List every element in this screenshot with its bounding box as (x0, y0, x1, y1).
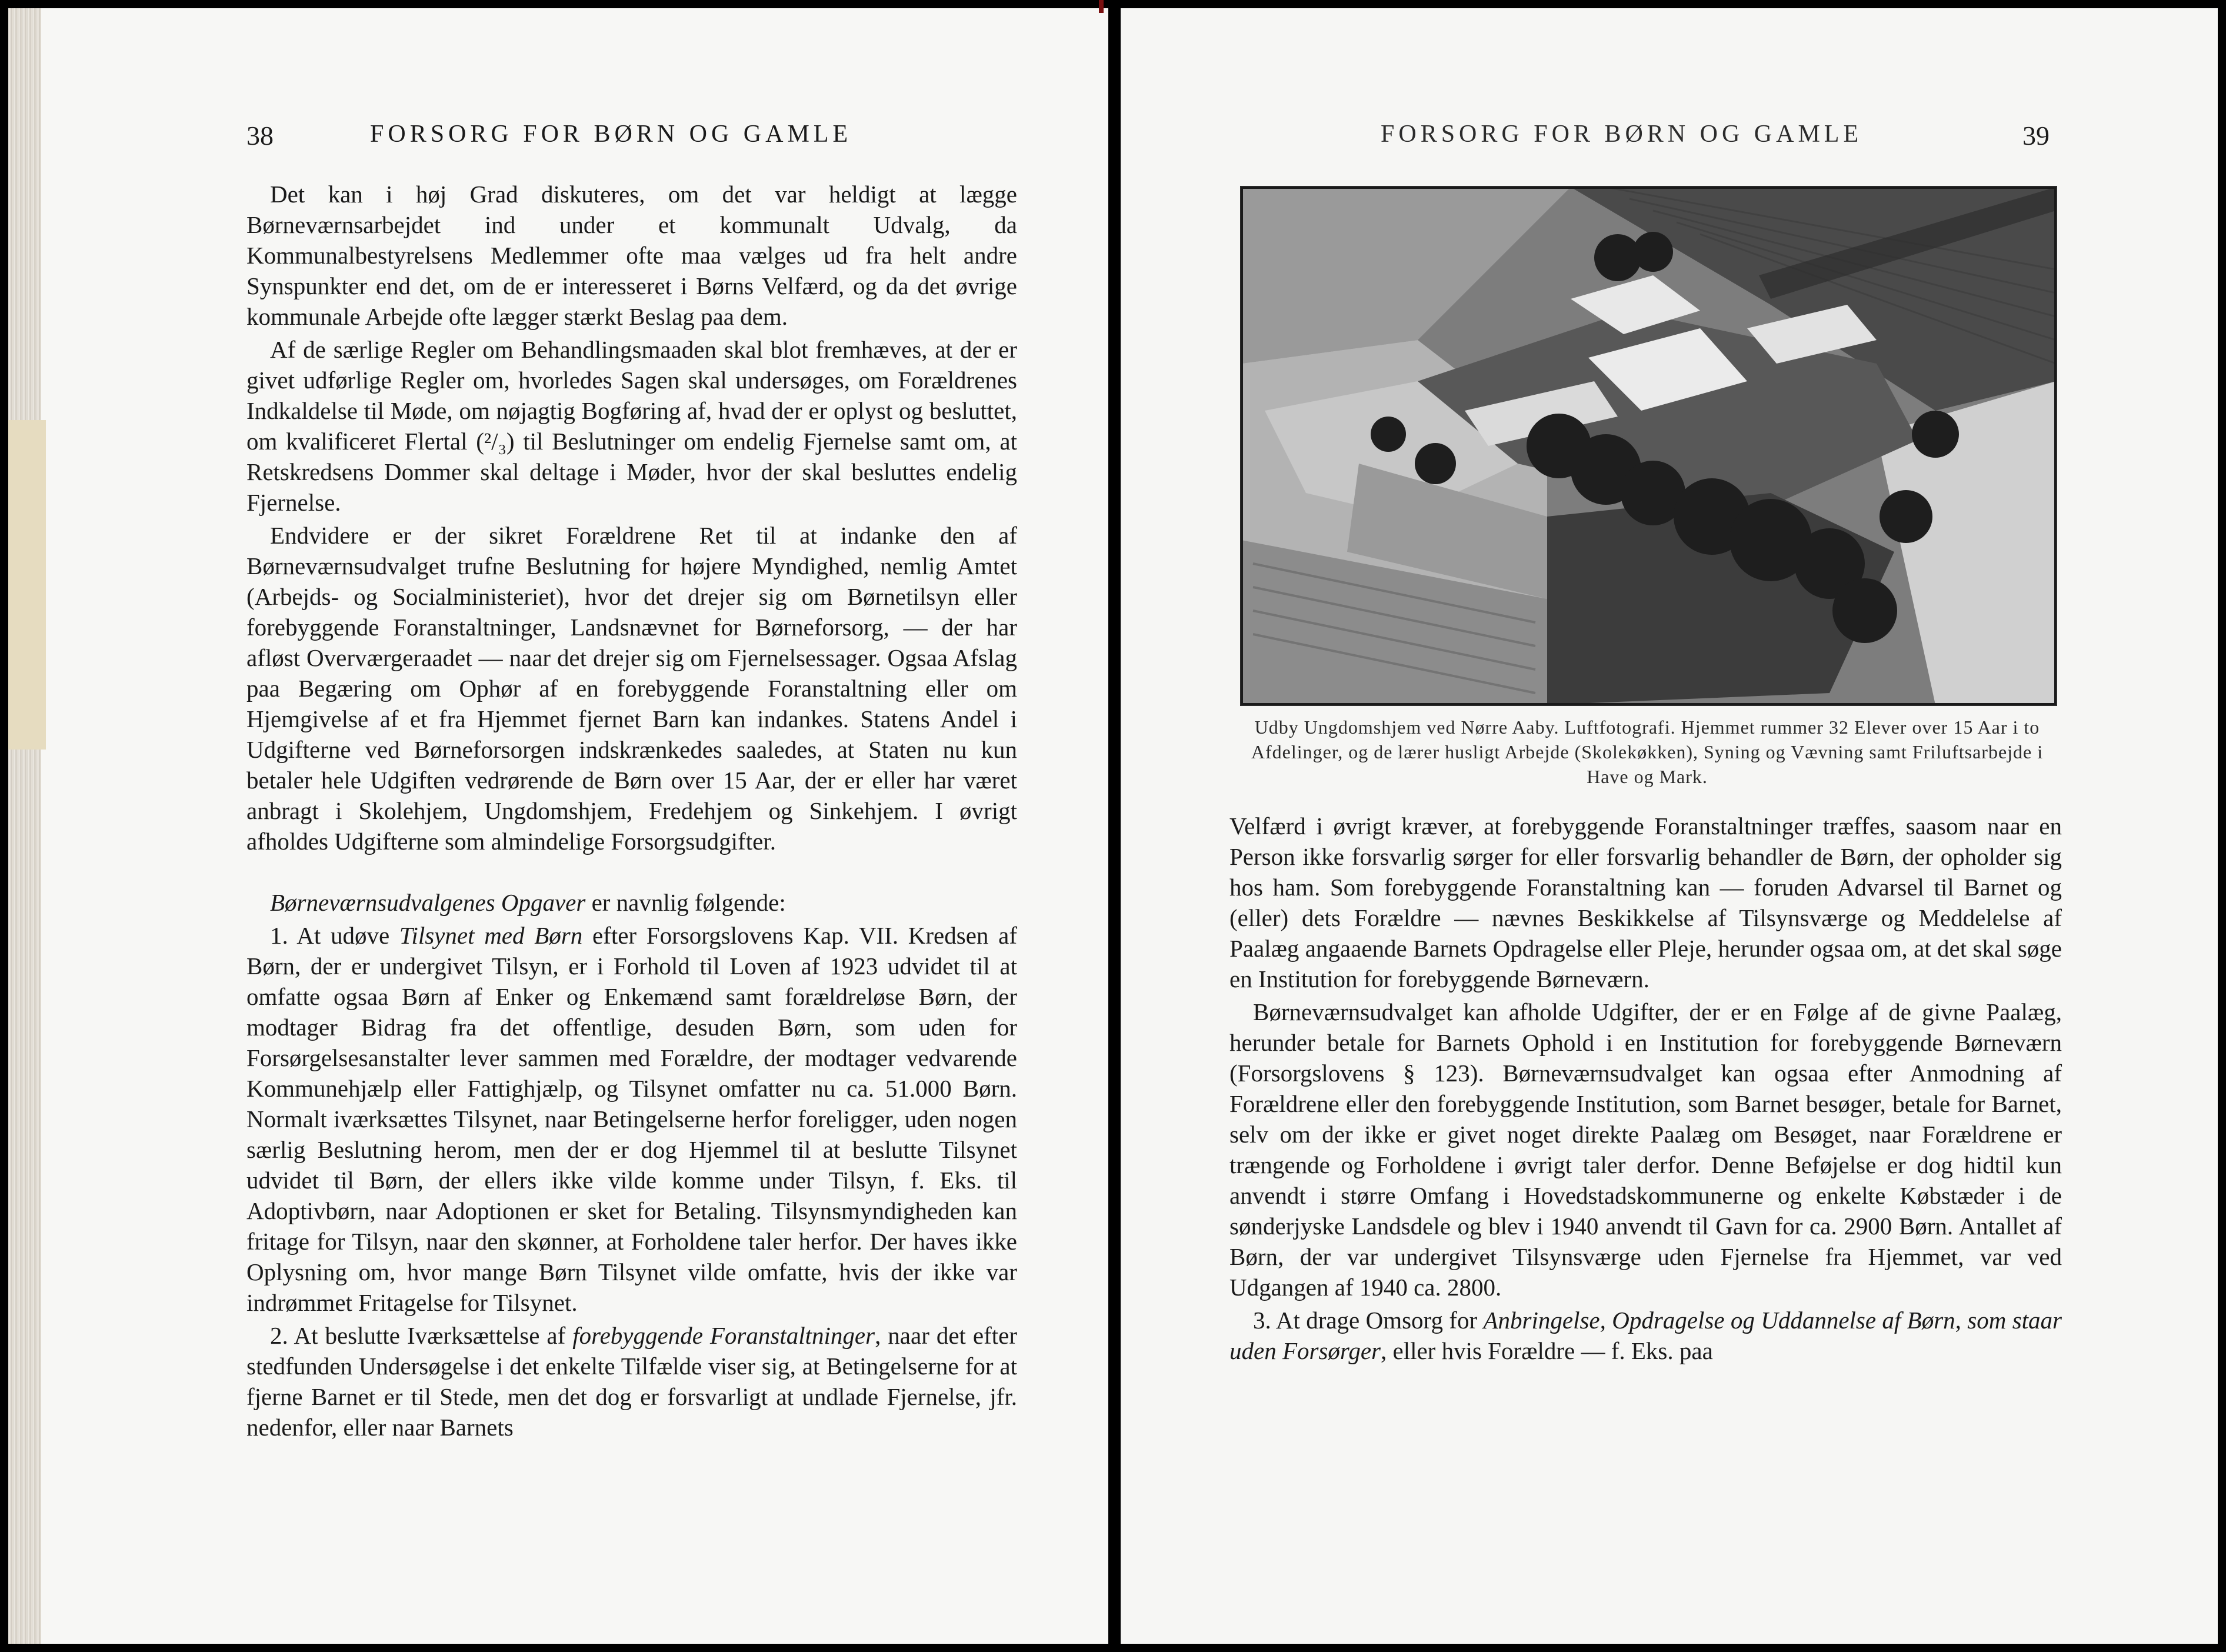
list-item-2 (246, 1320, 1017, 1443)
list-item-text: efter Forsorgslovens Kap. VII. Kredsen af Børn, der er undergivet Tilsyn, er i Forhold til Loven af 1923 udvidet til at omfatte ogsaa Børn af Enker og Enkemænd samt forældreløse Børn, der modtager Bidrag fra det offentlige, desuden Børn, som uden for Forsørgelsesanstalter lever sammen med Forældre, der modtager vedvarende Kommunehjælp eller Fattighjælp, og Tilsynet omfatter nu ca. 51.000 Børn. Normalt iværksættes Tilsynet, naar Betingelserne herfor foreligger, uden nogen særlig Beslutning herom, men der er dog Hjemmel til at beslutte Tilsynet udvidet til Børn, der ellers ikke vilde komme under Tilsyn, f. Eks. til Adoptivbørn, naar Adoptionen er sket for Betaling. Tilsynsmyndigheden kan fritage for Tilsyn, naar den skønner, at Forholdene taler herfor. Der haves ikke Oplysning om, hvor mange Børn Tilsynet vilde omfatte, hvis der ikke var indrømmet Fritagelse for Tilsynet. (246, 922, 1017, 1316)
paragraph: Af de særlige Regler om Behandlingsmaaden skal blot fremhæves, at der er givet udførlige Regler om, hvorledes Sagen skal undersøges, om Forældrenes Indkaldelse til Møde, om nøjagtig Bogføring af, hvad der er oplyst og besluttet, om kvalificeret Flertal (²/₃) til Beslutninger om endelig Fjernelse samt om, at Retskredsens Dommer skal deltage i Møder, hvor der skal besluttes endelig Fjernelse. (246, 336, 1017, 516)
list-item-text: , naar det efter stedfunden Undersøgelse i det enkelte Tilfælde viser sig, at Betingelserne for at fjerne Barnet er til Stede, men det dog er forsvarligt at undlade Fjernelse, jfr. nedenfor, eller naar Barnets (246, 1322, 1018, 1441)
list-item-prefix: 3. At drage Omsorg for (1253, 1307, 1484, 1334)
page-number-right: 39 (2022, 121, 2050, 151)
spine-mark (1099, 0, 1104, 13)
photo-caption: Udby Ungdomshjem ved Nørre Aaby. Luftfotografi. Hjemmet rummer 32 Elever over 15 Aar i to Afdelinger, og de lærer husligt Arbejde (Skolekøkken), Syning og Vævning samt Friluftsarbejde i Have og Mark. (1251, 717, 2044, 787)
aerial-photo-icon (1241, 187, 2056, 705)
right-body-text (1229, 811, 2062, 1368)
running-head-left: FORSORG FOR BØRN OG GAMLE (370, 121, 852, 148)
paragraph: Endvidere er der sikret Forældrene Ret til at indanke den af Børneværnsudvalget trufne Beslutning for højere Myndighed, nemlig Amtet (Arbejds- og Socialministeriet), hvor det drejer sig om Børnetilsyn eller forebyggende Foranstaltninger, Landsnævnet for Børneforsorg, — der har afløst Overværgeraadet — naar det drejer sig om Fjernelsessager. Ogsaa Afslag paa Begæring om Ophør af en forebyggende Foranstaltning eller om Hjemgivelse af et fra Hjemmet fjernet Barn kan indankes. Statens Andel i Udgifterne ved Børneforsorgen indskrænkedes saaledes, at Staten nu kun betaler hele Udgiften vedrørende de Børn over 15 Aar, der er eller har været anbragt i Skolehjem, Ungdomshjem, Fredehjem og Sinkehjem. I øvrigt afholdes Udgifterne som almindelige Forsorgsudgifter. (246, 522, 1017, 855)
paragraph: Børneværnsudvalget kan afholde Udgifter, der er en Følge af de givne Paalæg, herunder betale for Barnets Ophold i en Institution for forebyggende Børneværn (Forsorgslovens § 123). Børneværnsudvalget kan ogsaa efter Anmodning af Forældrene eller den forebyggende Institution, som Barnet besøger, betale for Barnet, selv om der ikke er givet noget direkte Paalæg om Besøget, naar Forældrene er trængende og Forholdene i øvrigt taler derfor. Denne Beføjelse er dog hidtil kun anvendt i større Omfang i Hovedstadskommunerne og enkelte Købstæder i de sønderjyske Landsdele og blev i 1940 anvendt til Gavn for ca. 2900 Børn. Antallet af Børn, der var undergivet Tilsynsværge uden Fjernelse fra Hjemmet, var ved Udgangen af 1940 ca. 2800. (1229, 998, 2062, 1301)
list-item-prefix: 1. At udøve (270, 922, 399, 949)
list-item-1 (246, 920, 1017, 1318)
paragraph: Det kan i høj Grad diskuteres, om det var heldigt at lægge Børneværnsarbejdet ind under et kommunalt Udvalg, da Kommunalbestyrelsens Medlemmer ofte maa vælges ud fra helt andre Synspunkter end det, om de er interesseret i Børns Velfærd, og da det øvrige kommunale Arbejde ofte lægger stærkt Beslag paa dem. (246, 181, 1017, 330)
list-item-prefix: 2. At beslutte Iværksættelse af (270, 1322, 573, 1349)
list-item-text: , eller hvis Forældre — f. Eks. paa (1381, 1337, 1713, 1364)
page-edge-tint (8, 420, 46, 750)
list-item-emphasis: Anbringelse, Opdragelse og Uddannelse af Børn, som staar uden Forsørger (1229, 1307, 2062, 1364)
list-item-3 (1229, 1305, 2062, 1366)
page-number-left: 38 (246, 121, 274, 151)
page-edge-stack (8, 8, 41, 1644)
list-item-emphasis: Tilsynet med Børn (399, 922, 583, 949)
list-item-emphasis: forebyggende Foranstaltninger (572, 1322, 875, 1349)
section-heading-italic: Børneværnsudvalgenes Opgaver (270, 889, 586, 916)
section-intro (246, 887, 1017, 918)
running-head-right: FORSORG FOR BØRN OG GAMLE (1381, 121, 1863, 148)
left-page (8, 8, 1108, 1644)
left-body-text (246, 179, 1017, 1445)
section-intro-text: er navnlig følgende: (585, 889, 786, 916)
paragraph: Velfærd i øvrigt kræver, at forebyggende Foranstaltninger træffes, saasom naar en Person ikke forsvarlig sørger for eller forsvarlig behandler de Børn, der opholder sig hos ham. Som forebyggende Foranstaltning kan — foruden Advarsel til Barnet og (eller) dets Forældre — nævnes Beskikkelse af Tilsynsværge og Meddelelse af Paalæg angaaende Barnets Opdragelse eller Pleje, herunder ogsaa om, at det skal søge en Institution for forebyggende Børneværn. (1229, 812, 2062, 992)
